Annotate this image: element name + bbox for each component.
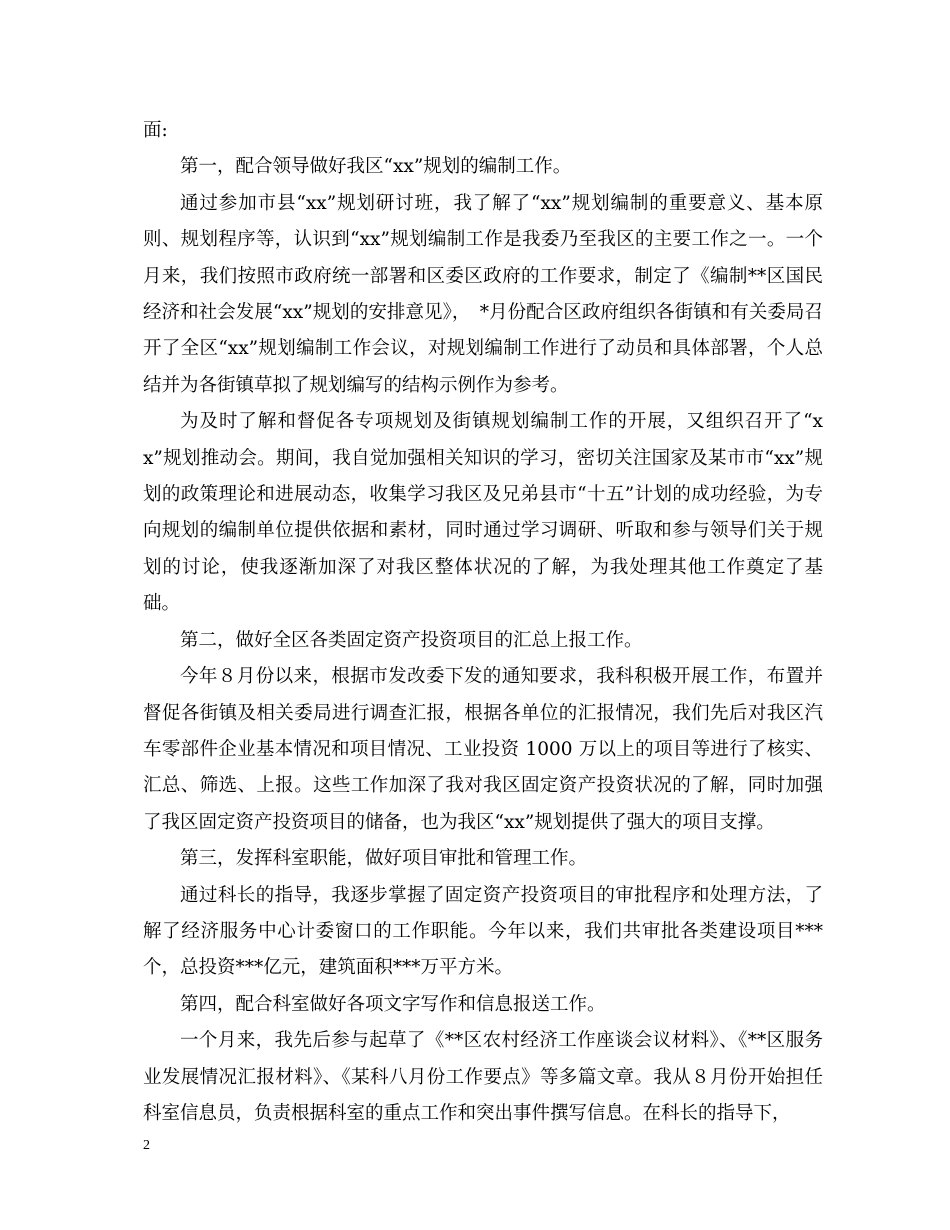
paragraph-10: 一个月来，我先后参与起草了《**区农村经济工作座谈会议材料》、《**区服务业发展情况汇报材料》、《某科八月份工作要点》等多篇文章。我从８月份开始担任科室信息员，负责根据科室的重点工作和突出事件撰写信息。在科长的指导下， (143, 1030, 823, 1124)
paragraph-8: 通过科长的指导，我逐步掌握了固定资产投资项目的审批程序和处理方法，了解了经济服务中心计委窗口的工作职能。今年以来，我们共审批各类建设项目***个，总投资***亿元，建筑面积***万平方米。 (143, 884, 823, 979)
paragraph-7: 第三，发挥科室职能，做好项目审批和管理工作。 (180, 848, 588, 870)
paragraph-6: 今年８月份以来，根据市发改委下发的通知要求，我科积极开展工作，布置并督促各街镇及相关委局进行调查汇报，根据各单位的汇报情况，我们先后对我区汽车零部件企业基本情况和项目情况、工业投资 1000 万以上的项目等进行了核实、汇总、筛选、上报。这些工作加深了我对我区固定资产投资状况的了解，同时加强了我区固定资产投资项目的储备，也为我区“xx”规划提供了强大的项目支撑。 (143, 666, 823, 833)
paragraph-4: 为及时了解和督促各专项规划及街镇规划编制工作的开展，又组织召开了“xx”规划推动会。期间，我自觉加强相关知识的学习，密切关注国家及某市市“xx”规划的政策理论和进展动态，收集学习我区及兄弟县市“十五”计划的成功经验，为专向规划的编制单位提供依据和素材，同时通过学习调研、听取和参与领导们关于规划的讨论，使我逐渐加深了对我区整体状况的了解，为我处理其他工作奠定了基础。 (143, 411, 823, 615)
paragraph-9: 第四，配合科室做好各项文字写作和信息报送工作。 (180, 993, 606, 1015)
paragraph-2: 第一，配合领导做好我区“xx”规划的编制工作。 (180, 156, 572, 178)
paragraph-3: 通过参加市县“xx”规划研讨班，我了解了“xx”规划编制的重要意义、基本原则、规划程序等，认识到“xx”规划编制工作是我委乃至我区的主要工作之一。一个月来，我们按照市政府统一部署和区委区政府的工作要求，制定了《编制**区国民经济和社会发展“xx”规划的安排意见》， *月份配合区政府组织各街镇和有关委局召开了全区“xx”规划编制工作会议，对规划编制工作进行了动员和具体部署，个人总结并为各街镇草拟了规划编写的结构示例作为参考。 (143, 192, 823, 396)
paragraph-1: 面: (143, 120, 168, 141)
document-body (143, 113, 823, 1132)
page-number: 2 (143, 1138, 150, 1153)
paragraph-5: 第二，做好全区各类固定资产投资项目的汇总上报工作。 (180, 629, 643, 651)
